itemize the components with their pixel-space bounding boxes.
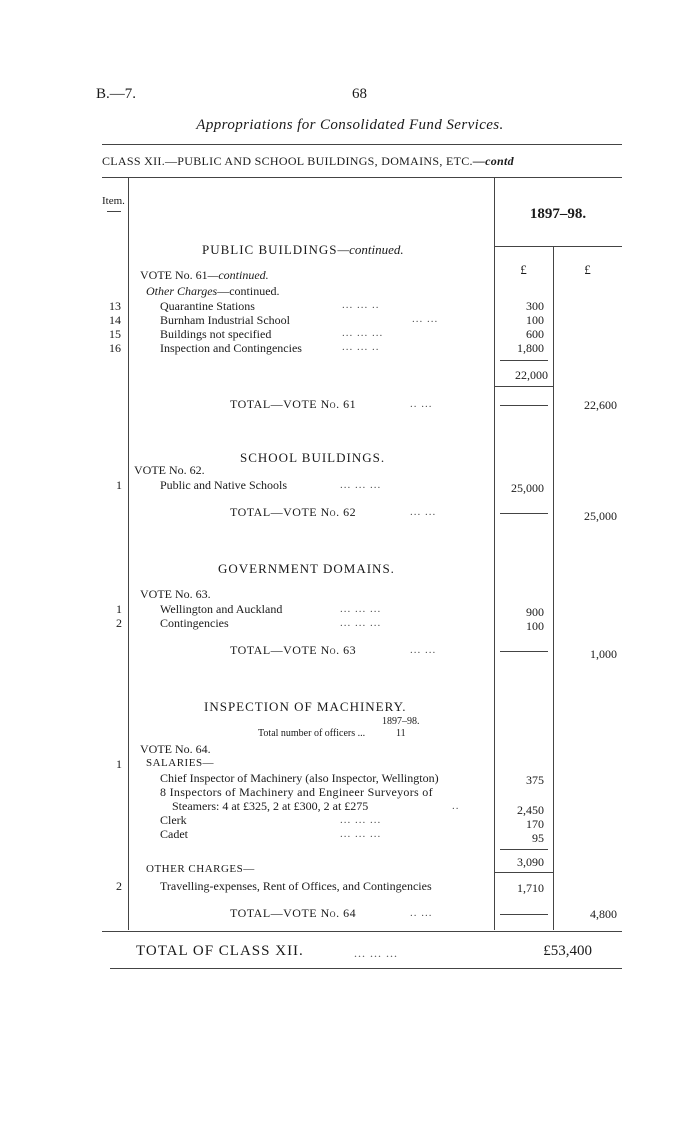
class-total-rule <box>110 968 622 969</box>
salaries-subtotal: 3,090 <box>517 855 544 869</box>
subtotal-rule <box>500 849 548 850</box>
vote-61-total-amount: 22,600 <box>584 398 617 412</box>
leader-dots: ... ... ... <box>354 946 398 960</box>
line-item-label: Burnham Industrial School <box>160 313 290 327</box>
line-item-label: Buildings not specified <box>160 327 272 341</box>
leader-dots: .. ... <box>410 398 433 410</box>
item-number: 14 <box>109 313 121 327</box>
vote-63-total-label: TOTAL—VOTE No. 63 <box>230 643 357 657</box>
line-item-label: Inspection and Contingencies <box>160 341 302 355</box>
item-number: 15 <box>109 327 121 341</box>
vote-63-total-amount: 1,000 <box>590 647 617 661</box>
subtotal-underline <box>494 386 553 387</box>
line-item-amount: 600 <box>526 327 544 341</box>
class-heading-rule <box>102 177 622 178</box>
amount-currency-symbol: £ <box>520 262 527 277</box>
item-number: 1 <box>116 602 122 616</box>
line-item-label: Public and Native Schools <box>160 478 287 492</box>
leader-dots: ... ... ... <box>340 814 382 826</box>
salary-amount: 375 <box>526 773 544 787</box>
vote-64-total-amount: 4,800 <box>590 907 617 921</box>
leader-dots: ... ... ... <box>342 327 384 339</box>
salary-amount: 95 <box>532 831 544 845</box>
line-item-label: Contingencies <box>160 616 229 630</box>
year-column-header: 1897–98. <box>529 206 587 222</box>
salary-line: Steamers: 4 at £325, 2 at £300, 2 at £275 <box>172 799 369 813</box>
salary-line: Chief Inspector of Machinery (also Inspector, Wellington) <box>160 771 439 785</box>
other-charges-continued: Other Charges—continued. <box>146 284 280 298</box>
item-number: 1 <box>116 757 122 771</box>
vote-61-line: VOTE No. 61—continued. <box>140 268 269 282</box>
vote-63-line: VOTE No. 63. <box>140 587 211 601</box>
other-charges-line: Travelling-expenses, Rent of Offices, and Contingencies <box>160 879 432 893</box>
title-rule <box>102 144 622 145</box>
salary-line: Cadet <box>160 827 188 841</box>
leader-dots: ... ... .. <box>342 341 380 353</box>
leader-dots: .. <box>452 800 460 812</box>
total-rule <box>500 513 548 514</box>
leader-dots: ... ... ... <box>340 828 382 840</box>
line-item-amount: 1,800 <box>517 341 544 355</box>
inspection-machinery-heading: INSPECTION OF MACHINERY. <box>204 699 407 714</box>
item-number: 1 <box>116 478 122 492</box>
leader-dots: ... ... ... <box>340 479 382 491</box>
officers-count: 11 <box>396 728 406 739</box>
salary-line: Clerk <box>160 813 187 827</box>
total-column-rule <box>553 247 554 930</box>
leader-dots: ... ... ... <box>340 617 382 629</box>
class-total-label: TOTAL OF CLASS XII. <box>136 943 304 959</box>
leader-dots: ... ... <box>410 644 437 656</box>
line-item-amount: 100 <box>526 619 544 633</box>
leader-dots: ... ... <box>412 313 439 325</box>
line-item-label: Wellington and Auckland <box>160 602 283 616</box>
subtotal-underline <box>494 872 553 873</box>
year-header-rule <box>494 246 622 247</box>
vote-64-line: VOTE No. 64. <box>140 742 211 756</box>
line-item-label: Quarantine Stations <box>160 299 255 313</box>
vote-61-subtotal: 22,000 <box>515 368 548 382</box>
page-number: 68 <box>352 86 367 102</box>
public-buildings-heading: PUBLIC BUILDINGS—continued. <box>202 242 404 257</box>
leader-dots: .. ... <box>410 907 433 919</box>
salary-line: 8 Inspectors of Machinery and Engineer Surveyors of <box>160 785 433 799</box>
total-rule <box>500 914 548 915</box>
vote-64-total-label: TOTAL—VOTE No. 64 <box>230 906 357 920</box>
vote-62-line: VOTE No. 62. <box>134 463 205 477</box>
table-bottom-rule <box>102 931 622 932</box>
government-domains-heading: GOVERNMENT DOMAINS. <box>218 561 395 576</box>
item-column-rule <box>128 178 129 930</box>
item-header-underline <box>107 211 121 212</box>
other-charges-amount: 1,710 <box>517 881 544 895</box>
item-number: 2 <box>116 879 122 893</box>
item-column-header: Item. <box>102 195 125 207</box>
item-number: 13 <box>109 299 121 313</box>
total-rule <box>500 405 548 406</box>
vote-61-total-label: TOTAL—VOTE No. 61 <box>230 397 357 411</box>
document-code: B.—7. <box>96 86 137 102</box>
item-number: 16 <box>109 341 121 355</box>
line-item-amount: 300 <box>526 299 544 313</box>
officers-label: Total number of officers ... <box>258 728 366 739</box>
total-rule <box>500 651 548 652</box>
item-number: 2 <box>116 616 122 630</box>
other-charges-label: OTHER CHARGES— <box>146 863 255 875</box>
vote-62-total-amount: 25,000 <box>584 509 617 523</box>
line-item-amount: 25,000 <box>511 481 544 495</box>
subtotal-rule <box>500 360 548 361</box>
vote-62-total-label: TOTAL—VOTE No. 62 <box>230 505 357 519</box>
class-total-amount: £53,400 <box>543 943 592 959</box>
leader-dots: ... ... ... <box>340 603 382 615</box>
line-item-amount: 100 <box>526 313 544 327</box>
line-item-amount: 900 <box>526 605 544 619</box>
class-heading: CLASS XII.—PUBLIC AND SCHOOL BUILDINGS, DOMAINS, ETC.—contd <box>102 154 514 168</box>
school-buildings-heading: SCHOOL BUILDINGS. <box>240 450 386 465</box>
total-currency-symbol: £ <box>584 262 591 277</box>
leader-dots: ... ... <box>410 506 437 518</box>
salary-amount: 170 <box>526 817 544 831</box>
page-title: Appropriations for Consolidated Fund Services. <box>196 117 504 133</box>
officers-year: 1897–98. <box>382 716 420 727</box>
leader-dots: ... ... .. <box>342 299 380 311</box>
salaries-label: SALARIES— <box>146 757 215 769</box>
salary-amount: 2,450 <box>517 803 544 817</box>
